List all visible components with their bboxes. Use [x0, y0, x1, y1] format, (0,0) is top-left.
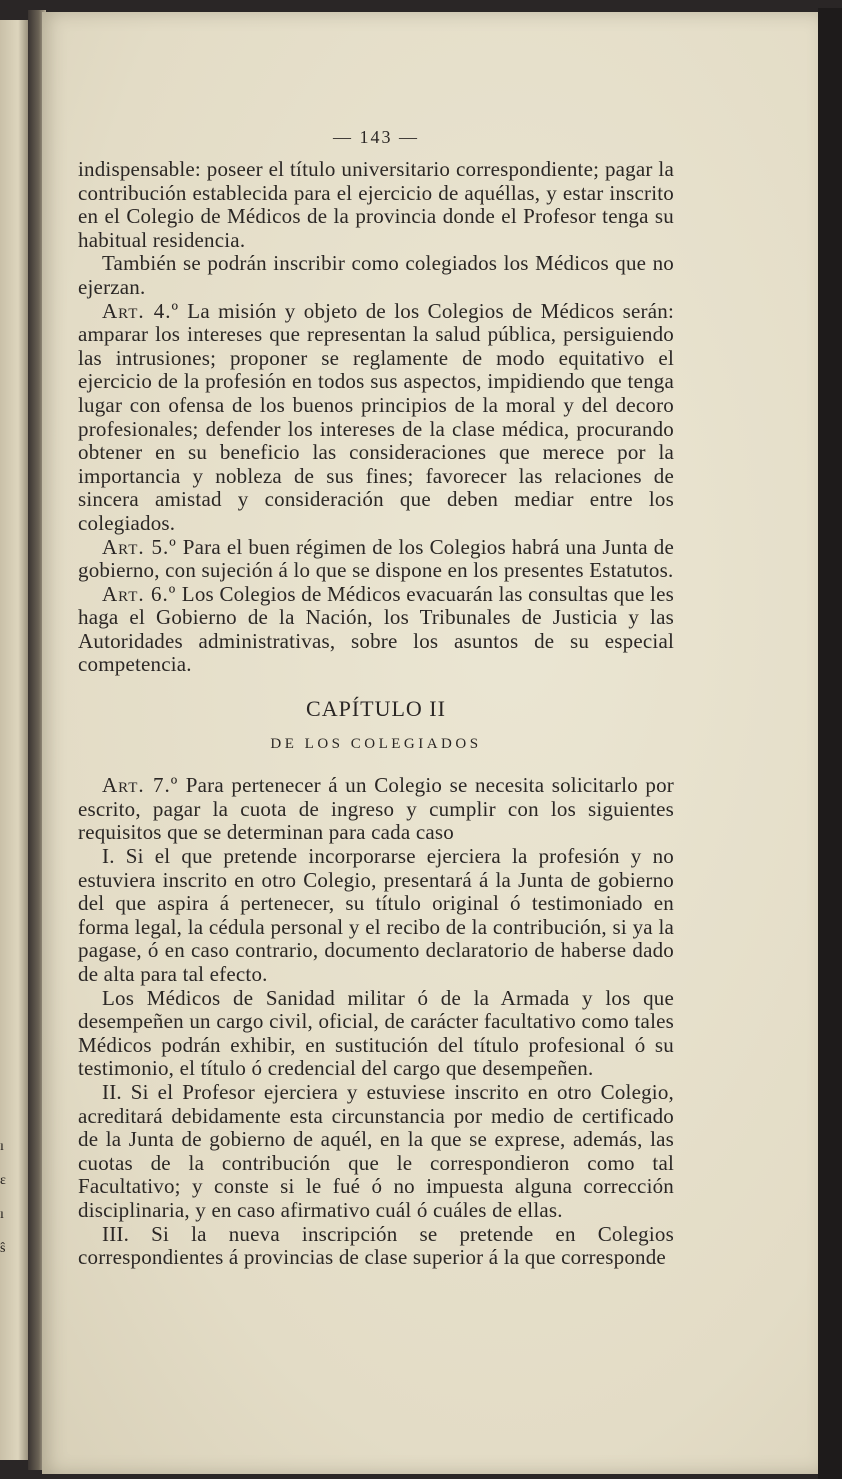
paragraph — [78, 987, 674, 1081]
paragraph — [78, 536, 674, 583]
article-label: Art. 5.º — [102, 534, 177, 559]
page-content — [78, 126, 674, 1270]
chapter-title: CAPÍTULO II — [306, 696, 446, 722]
text-block-before — [78, 158, 674, 677]
text-block-after — [78, 774, 674, 1269]
paragraph — [78, 774, 674, 845]
paragraph-text: También se podrán inscribir como colegiados los Médicos que no ejerzan. — [78, 251, 674, 299]
paragraph-text: Los Colegios de Médicos evacuarán las consultas que les haga el Gobierno de la Nación, los Tribunales de Justicia y las Autoridades administrativas, sobre los asuntos de su especial competencia. — [78, 581, 674, 677]
scan-border — [818, 8, 842, 1479]
article-label: Art. 4.º — [102, 298, 180, 323]
facing-mark: ı — [0, 1207, 4, 1222]
paragraph — [78, 845, 674, 987]
chapter-subtitle: DE LOS COLEGIADOS — [270, 735, 482, 752]
paragraph — [78, 1081, 674, 1223]
paragraph-text: III. Si la nueva inscripción se pretende en Colegios correspondientes á provincias de clase superior á la que corresponde — [78, 1221, 674, 1270]
paragraph — [78, 158, 674, 252]
paragraph-text: indispensable: poseer el título universitario correspondiente; pagar la contribución establecida para el ejercicio de aquéllas, y estar inscrito en el Colegio de Médicos de la provincia donde el Profesor tenga su habitual residencia. — [78, 157, 674, 252]
paragraph-text: Los Médicos de Sanidad militar ó de la Armada y los que desempeñen un cargo civil, oficial, de carácter facultativo como tales Médicos podrán exhibir, en sustitución del título profesional ó su testimonio, el título ó credencial del cargo que desempeñen. — [78, 985, 674, 1081]
article-label: Art. 7.º — [102, 773, 179, 798]
paragraph-text: I. Si el que pretende incorporarse ejerciera la profesión y no estuviera inscrito en otro Colegio, presentará á la Junta de gobierno del que aspira á pertenecer, su título original ó testimoniado en forma legal, la cédula personal y el recibo de la contribución, si ya la pagase, ó en caso contrario, documento declaratorio de haberse dado de alta para tal efecto. — [78, 844, 674, 986]
facing-page-marks — [0, 1130, 12, 1266]
facing-mark: ŝ — [0, 1241, 6, 1256]
paragraph — [78, 300, 674, 536]
page-number: — 143 — — [333, 127, 419, 147]
paragraph-text: Para pertenecer á un Colegio se necesita solicitarlo por escrito, pagar la cuota de ingreso y cumplir con los siguientes requisitos que se determinan para cada caso — [78, 773, 674, 845]
paragraph — [78, 583, 674, 677]
paragraph — [78, 1223, 674, 1270]
book-page — [42, 12, 820, 1474]
paragraph-text: Para el buen régimen de los Colegios habrá una Junta de gobierno, con sujeción á lo que se dispone en los presentes Estatutos. — [78, 534, 674, 583]
article-label: Art. 6.º — [102, 581, 177, 606]
facing-mark: ɛ — [0, 1173, 6, 1188]
paragraph — [78, 252, 674, 299]
paragraph-text: La misión y objeto de los Colegios de Médicos serán: amparar los intereses que representan la salud pública, persiguiendo las intrusiones; proponer se reglamente de modo equitativo el ejercicio de la profesión en todos sus aspectos, impidiendo que tenga lugar con ofensa de los buenos principios de la moral y del decoro profesionales; defender los intereses de la clase médica, procurando obtener en su beneficio las consideraciones que merece por la importancia y nobleza de sus fines; favorecer las relaciones de sincera amistad y consideración que deben mediar entre los colegiados. — [78, 298, 674, 535]
facing-mark: ı — [0, 1139, 4, 1154]
paragraph-text: II. Si el Profesor ejerciera y estuviese inscrito en otro Colegio, acreditará debidamente esta circunstancia por medio de certificado de la Junta de gobierno de aquél, en la que se exprese, además, las cuotas de la contribución que le correspondieron como tal Facultativo; y conste si le fué ó no impuesta alguna corrección disciplinaria, y en caso afirmativo cuál ó cuáles de ellas. — [78, 1079, 674, 1222]
